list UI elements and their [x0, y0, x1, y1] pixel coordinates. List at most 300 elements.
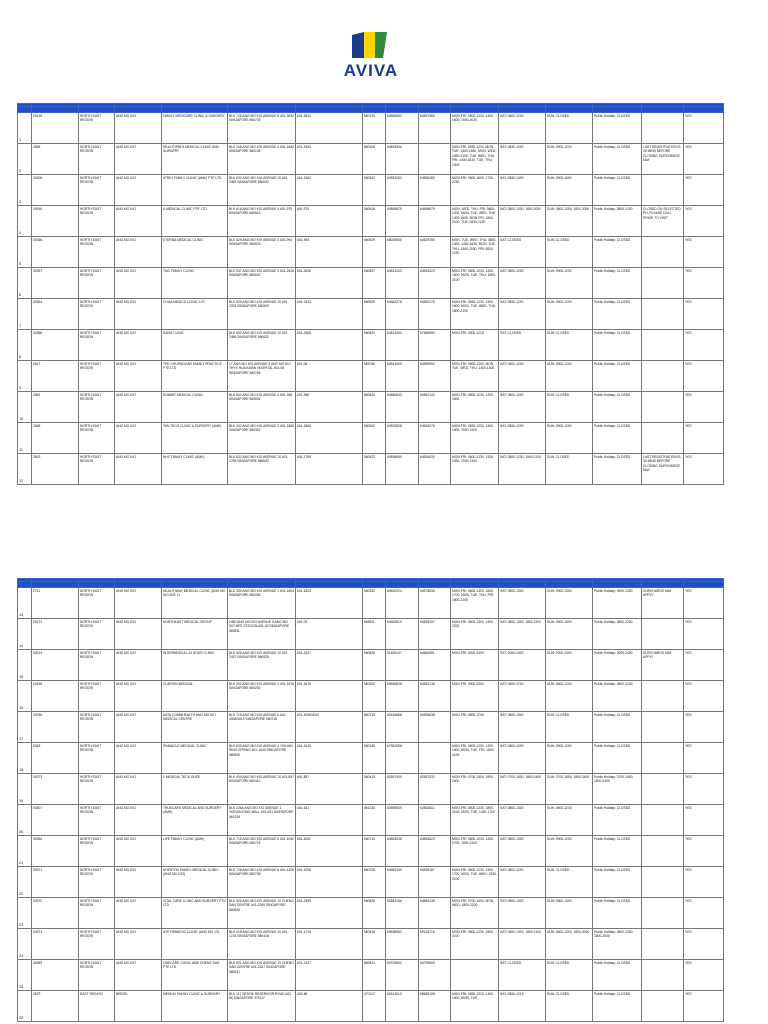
cell-weekday: MON-FRI: 0700-1500, 1800-2400 — [451, 774, 499, 805]
cell-sat: SAT: 0800-1230 — [499, 268, 546, 299]
cell-sat: SAT: 0800-1300, 1800-2200 — [499, 619, 546, 650]
cell-fax: 64543220 — [419, 268, 451, 299]
cell-no: 26 — [18, 991, 32, 1022]
cell-panel: YES — [684, 681, 724, 712]
cell-address: BLK 531 ANG MO KIO AVENUE 10 CHENG SAN CENTRE #01-2437 SINGAPORE 560531 — [228, 960, 296, 991]
table-row — [18, 588, 724, 619]
cell-unit: #01-4052 — [296, 836, 363, 867]
cell-weekday: MON, TUE, WED, THU: 0800-1300, 1400-1630, MON, TUE, THU: 1800-2030, FRI: 0830-1230 — [451, 237, 499, 268]
cell-unit: #01-1866 — [296, 423, 363, 454]
cell-sat: SAT: 0800-1300, 1800-2100 — [499, 929, 546, 960]
cell-code: 00371 — [32, 867, 79, 898]
cell-postal: 470117 — [363, 991, 386, 1022]
cell-panel: YES — [684, 867, 724, 898]
cell-ph: Public Holiday: CLOSED — [593, 836, 642, 867]
cell-postal: 560330 — [363, 588, 386, 619]
cell-unit: #01-2465 — [296, 330, 363, 361]
cell-weekday: MON-FRI: 0700-1500, MON, WED: 1800-2200 — [451, 898, 499, 929]
table-row — [18, 330, 724, 361]
cell-remarks — [642, 299, 684, 330]
cell-sat: SAT: 0800-1300 — [499, 712, 546, 743]
cell-remarks — [642, 423, 684, 454]
cell-region: NORTH EAST REGION — [79, 650, 115, 681]
cell-panel: YES — [684, 392, 724, 423]
cell-unit: #01-4206 — [296, 867, 363, 898]
cell-remarks — [642, 237, 684, 268]
cell-unit: #01-4008/4010 — [296, 712, 363, 743]
cell-code: 00139 — [32, 113, 79, 144]
cell-weekday: MON-FRI: 0800-1230, 1400-1600, 1900-2030 — [451, 113, 499, 144]
cell-remarks: SURCHARGE MAY APPLY — [642, 650, 684, 681]
table-row — [18, 867, 724, 898]
cell-no: 5 — [18, 237, 32, 268]
cell-postal: 560616 — [363, 206, 386, 237]
cell-code: 00916 — [32, 206, 79, 237]
cell-fax: 64578636 — [419, 588, 451, 619]
cell-sat: SAT: 0000-2400 — [499, 650, 546, 681]
cell-clinic: KANG CLINIC — [162, 330, 228, 361]
cell-region: NORTH EAST REGION — [79, 681, 115, 712]
cell-panel: YES — [684, 299, 724, 330]
cell-tel: 64563810 — [386, 619, 419, 650]
cell-remarks — [642, 361, 684, 392]
cell-unit: #01-631 — [296, 805, 363, 836]
cell-code: 00397 — [32, 268, 79, 299]
clinic-table — [17, 103, 724, 485]
cell-ph: Public Holiday: CLOSED — [593, 960, 642, 991]
clinic-table — [17, 578, 724, 1022]
cell-postal: 560629 — [363, 237, 386, 268]
cell-ph: Public Holiday: CLOSED — [593, 712, 642, 743]
cell-code: 2682 — [32, 392, 79, 423]
cell-sun: SUN: 0900-1200 — [546, 423, 593, 454]
cell-sun: SUN: CLOSED — [546, 991, 593, 1022]
cell-weekday: MON-FRI: 0800-1600, 1730-2230 — [451, 175, 499, 206]
cell-weekday: MON-FRI: 0800-1230, 1330-1530, 1900-2100 — [451, 454, 499, 485]
cell-postal: 560728 — [363, 867, 386, 898]
cell-unit: #01-06 — [296, 361, 363, 392]
cell-address: BLK 715 ANG MO KIO AVENUE 6 #01-4008/4010 SINGAPORE 560715 — [228, 712, 296, 743]
cell-weekday: MON-FRI: 0800-1400, 1800-1700, MON, TUE, THU, FRI: 1800-2100 — [451, 588, 499, 619]
cell-no: 8 — [18, 330, 32, 361]
cell-ph: Public Holiday: 0900-1300 — [593, 588, 642, 619]
table-row — [18, 898, 724, 929]
cell-weekday: MON-FRI: 0800-1230, 1400-1600, MON, TUE, THU: 1800-2100 — [451, 268, 499, 299]
cell-address: BLK 616 ANG MO KIO AVENUE 4 #01-975 SINGAPORE 560616 — [228, 206, 296, 237]
cell-address: BLK 525 ANG MO KIO AVENUE 10 CHENG SAN CENTRE #01-2399 SINGAPORE 560525 — [228, 898, 296, 929]
cell-estate: ANG MO KIO — [115, 681, 162, 712]
table-row — [18, 836, 724, 867]
cell-estate: ANG MO KIO — [115, 361, 162, 392]
cell-ph: Public Holiday: CLOSED — [593, 898, 642, 929]
cell-region: NORTH EAST REGION — [79, 237, 115, 268]
cell-clinic: LIFE FAMILY CLINIC (AMK) — [162, 836, 228, 867]
cell-no: 16 — [18, 681, 32, 712]
cell-panel: YES — [684, 929, 724, 960]
cell-sat: SAT: 0800-1300 — [499, 836, 546, 867]
cell-clinic: NORTHEAST MEDICAL GROUP — [162, 619, 228, 650]
cell-tel: 67381596 — [386, 743, 419, 774]
cell-address: BLK 529 ANG MO KIO AVENUE 10 #01-2323 SINGAPORE 560529 — [228, 299, 296, 330]
cell-clinic: SUMMIT MEDICAL CLINIC — [162, 392, 228, 423]
cell-no: 4 — [18, 206, 32, 237]
cell-ph: Public Holiday: CLOSED — [593, 237, 642, 268]
cell-postal: 560410 — [363, 774, 386, 805]
cell-weekday: MON-FRI: 0800-1230, 1800-2100 — [451, 929, 499, 960]
cell-weekday: MON-FRI: 0800-1230, 1400-1700, MON, TUE, WED: 1900-2100 — [451, 867, 499, 898]
cell-estate: ANG MO KIO — [115, 206, 162, 237]
cell-code: 00305 — [32, 175, 79, 206]
cell-sat: SAT: 0800-1700 — [499, 681, 546, 712]
cell-remarks — [642, 712, 684, 743]
cell-remarks — [642, 867, 684, 898]
cell-remarks — [642, 743, 684, 774]
cell-sun: SUN: 0900-1230 — [546, 299, 593, 330]
cell-fax: 64660891 — [419, 650, 451, 681]
cell-tel: 62441613 — [386, 991, 419, 1022]
cell-tel: 64562275 — [386, 299, 419, 330]
cell-remarks — [642, 774, 684, 805]
cell-address: BLK 632 ANG MO KIO AVENUE 4 #01-956 SINGAPORE 560632 — [228, 392, 296, 423]
cell-estate: ANG MO KIO — [115, 619, 162, 650]
cell-sat: SAT: 0800-1200 — [499, 743, 546, 774]
cell-sat: SAT: 0830-1400 — [499, 175, 546, 206]
cell-tel: 62569849 — [386, 805, 419, 836]
cell-tel: 64813364 — [386, 330, 419, 361]
cell-tel: 62557930 — [386, 774, 419, 805]
aviva-flag-icon — [331, 30, 411, 62]
cell-clinic: ETERNA MEDICAL CLINIC — [162, 237, 228, 268]
cell-unit: #01-2323 — [296, 299, 363, 330]
cell-fax: 64556280 — [419, 175, 451, 206]
cell-postal: 560632 — [363, 454, 386, 485]
cell-weekday: MON-FRI: 0800-1700 — [451, 712, 499, 743]
cell-fax: 62552811 — [419, 805, 451, 836]
cell-region: NORTH EAST REGION — [79, 454, 115, 485]
cell-estate: ANG MO KIO — [115, 113, 162, 144]
cell-sun: SUN: 0800-1230 — [546, 681, 593, 712]
cell-ph: Public Holiday: CLOSED — [593, 361, 642, 392]
cell-ph: Public Holiday: 0800-1230 — [593, 681, 642, 712]
table-row — [18, 805, 724, 836]
cell-tel: 69638982 — [386, 929, 419, 960]
cell-clinic: AYP FIRMEDIC CLINIC (ANG MO 10) — [162, 929, 228, 960]
cell-remarks — [642, 836, 684, 867]
table-row — [18, 268, 724, 299]
cell-address: BLK 108 ANG MO KIO AVENUE 4 #01-1653 SINGAPORE 560108 — [228, 144, 296, 175]
cell-ph: Public Holiday: CLOSED — [593, 991, 642, 1022]
cell-region: NORTH EAST REGION — [79, 929, 115, 960]
cell-region: NORTH EAST REGION — [79, 898, 115, 929]
cell-fax: 64565136 — [419, 898, 451, 929]
cell-region: NORTH EAST REGION — [79, 619, 115, 650]
cell-region: NORTH EAST REGION — [79, 712, 115, 743]
cell-fax: 64539187 — [419, 867, 451, 898]
cell-no: 12 — [18, 454, 32, 485]
cell-panel: YES — [684, 619, 724, 650]
cell-region: NORTH EAST REGION — [79, 588, 115, 619]
cell-tel: 64566682 — [386, 113, 419, 144]
cell-panel: YES — [684, 454, 724, 485]
cell-sun: SUN: 0700-1500, 1800-2400 — [546, 774, 593, 805]
cell-address: BLK 302 ANG MO KIO AVENUE 3 #01-1866 SINGAPORE 560302 — [228, 423, 296, 454]
cell-no: 17 — [18, 712, 32, 743]
cell-remarks — [642, 392, 684, 423]
cell-panel: YES — [684, 836, 724, 867]
cell-postal: 560525 — [363, 898, 386, 929]
cell-unit: #01-857 — [296, 774, 363, 805]
cell-weekday: MON-FRI: 0900-2000 — [451, 681, 499, 712]
cell-sun: SUN: 0900-1230 — [546, 144, 593, 175]
cell-postal: 569766 — [363, 361, 386, 392]
cell-ph: Public Holiday: CLOSED — [593, 144, 642, 175]
cell-no: 21 — [18, 836, 32, 867]
cell-ph: Public Holiday: CLOSED — [593, 454, 642, 485]
cell-region: NORTH EAST REGION — [79, 774, 115, 805]
cell-unit: #01-956 — [296, 392, 363, 423]
cell-estate: ANG MO KIO — [115, 743, 162, 774]
table-row — [18, 113, 724, 144]
cell-clinic: TAN TECH CLINIC & SURGERY (AMK) — [162, 423, 228, 454]
table-row — [18, 650, 724, 681]
cell-estate: ANG MO KIO — [115, 392, 162, 423]
cell-unit: #01-1803 — [296, 588, 363, 619]
cell-unit: #01-1715 — [296, 929, 363, 960]
cell-remarks — [642, 960, 684, 991]
cell-no: 20 — [18, 805, 32, 836]
cell-code: 00366 — [32, 330, 79, 361]
cell-region: NORTH EAST REGION — [79, 175, 115, 206]
cell-fax — [419, 144, 451, 175]
cell-code: 2679 — [32, 991, 79, 1022]
cell-address: 2450 ANG MO KIO AVENUE 8 ANG MO KIO MRT STATION #01-02 SINGAPORE 569811 — [228, 619, 296, 650]
cell-code: 00172 — [32, 619, 79, 650]
cell-sun: SUN: 0900-1600 — [546, 619, 593, 650]
cell-sun: SUN: 0900-1300 — [546, 588, 593, 619]
cell-postal: 560302 — [363, 423, 386, 454]
table-row — [18, 454, 724, 485]
cell-remarks: CLOSED ON SELECTED PH, PLEASE CALL PRIOR TO VISIT — [642, 206, 684, 237]
cell-tel: 68025850 — [386, 237, 419, 268]
table-row — [18, 237, 724, 268]
cell-no: 25 — [18, 960, 32, 991]
cell-weekday: MON-FRI: 0800-1230, 1330-1500 — [451, 392, 499, 423]
cell-tel: 64520828 — [386, 423, 419, 454]
cell-tel: 65540024 — [386, 588, 419, 619]
cell-tel: 64545675 — [386, 206, 419, 237]
cell-unit: #01-1653 — [296, 144, 363, 175]
cell-postal: 560525 — [363, 650, 386, 681]
cell-code: 2898 — [32, 144, 79, 175]
cell-unit: #01-1789 — [296, 454, 363, 485]
cell-sun: SUN: CLOSED — [546, 712, 593, 743]
cell-region: NORTH EAST REGION — [79, 392, 115, 423]
cell-region: NORTH EAST REGION — [79, 361, 115, 392]
cell-remarks — [642, 898, 684, 929]
table-row — [18, 619, 724, 650]
cell-no: 18 — [18, 743, 32, 774]
cell-unit: #01-2526 — [296, 268, 363, 299]
cell-remarks: LAST REGISTRATION IS 30 MINS BEFORE CLOSING SURCHARGE MAY — [642, 454, 684, 485]
cell-address: BLK 330 ANG MO KIO AVENUE 1 #01-1803 SINGAPORE 560330 — [228, 588, 296, 619]
cell-clinic: INTERMEDICAL 24 HOUR CLINIC — [162, 650, 228, 681]
cell-code: 00370 — [32, 898, 79, 929]
cell-postal: 560108 — [363, 144, 386, 175]
cell-sat: SAT: CLOSED — [499, 960, 546, 991]
cell-fax: 64597580 — [419, 113, 451, 144]
cell-code: 2817 — [32, 361, 79, 392]
cell-no: 13 — [18, 588, 32, 619]
cell-weekday: MON-FRI: 0800-1200, MON, TUE, WED, THU: 1400-1600 — [451, 361, 499, 392]
cell-sat: SAT: CLOSED — [499, 237, 546, 268]
cell-code: 2668 — [32, 423, 79, 454]
cell-remarks — [642, 805, 684, 836]
cell-tel: 62446688 — [386, 712, 419, 743]
cell-estate: ANG MO KIO — [115, 588, 162, 619]
cell-no: 3 — [18, 175, 32, 206]
cell-tel: 64536950 — [386, 454, 419, 485]
cell-code: 00307 — [32, 805, 79, 836]
cell-fax — [419, 743, 451, 774]
cell-region: NORTH EAST REGION — [79, 268, 115, 299]
cell-estate: ANG MO KIO — [115, 867, 162, 898]
cell-address: BLK 725 ANG MO KIO AVENUE 6 #01-3833 SINGAPORE 560725 — [228, 113, 296, 144]
cell-address: BLK 728 ANG MO KIO AVENUE 6 #01-4206 SINGAPORE 560728 — [228, 867, 296, 898]
cell-no: 2 — [18, 144, 32, 175]
cell-postal: 560531 — [363, 960, 386, 991]
cell-fax: 64556992 — [419, 361, 451, 392]
cell-tel: 64553282 — [386, 175, 419, 206]
cell-unit: #01-2399 — [296, 898, 363, 929]
cell-sat: SAT: 0800-1230 — [499, 113, 546, 144]
cell-sat: SAT: 0830-1230 — [499, 423, 546, 454]
cell-address: BLK 632 ANG MO KIO AVENUE 10 #01-1789 SINGAPORE 560632 — [228, 454, 296, 485]
cell-postal: 560632 — [363, 330, 386, 361]
cell-fax: 68489105 — [419, 991, 451, 1022]
cell-sun: SUN: CLOSED — [546, 392, 593, 423]
cell-ph: Public Holiday: CLOSED — [593, 268, 642, 299]
cell-postal: 561226 — [363, 805, 386, 836]
cell-postal: 560725 — [363, 113, 386, 144]
cell-tel: 64833936 — [386, 144, 419, 175]
cell-code: 2741 — [32, 588, 79, 619]
cell-weekday: MON-FRI: 0800-1230, 1400-1600, MON, TUE, FRI: 1800-2100 — [451, 743, 499, 774]
cell-fax: 64546675 — [419, 206, 451, 237]
cell-weekday: MON, WED, THU, FRI: 0800-1200, MON, TUE, WED, THU: 1400-1600, MON-FRI: 1800-2100, TUE: 0830-1230 — [451, 206, 499, 237]
cell-region: NORTH EAST REGION — [79, 743, 115, 774]
cell-clinic: ATRIO FAMILY CLINIC (AMK) PTE LTD — [162, 175, 228, 206]
cell-fax: 64552138 — [419, 681, 451, 712]
cell-region: NORTH EAST REGION — [79, 867, 115, 898]
cell-address: BLK 117 BEDOK RESERVOIR ROAD #02-68 SINGAPORE 470117 — [228, 991, 296, 1022]
cell-weekday: MON-FRI: 0830-1230, 1400-1600, MON, TUE, WED, THU: 1800-2100 — [451, 299, 499, 330]
cell-estate: ANG MO KIO — [115, 423, 162, 454]
cell-ph: Public Holiday: CLOSED — [593, 867, 642, 898]
cell-remarks — [642, 929, 684, 960]
cell-tel: 64541009 — [386, 361, 419, 392]
cell-clinic: NHC FAMILY CLINIC (AMK) — [162, 454, 228, 485]
cell-code: 0048 — [32, 743, 79, 774]
cell-remarks: SURCHARGE MAY APPLY — [642, 588, 684, 619]
cell-sat: SAT: 0800-1300 — [499, 898, 546, 929]
cell-no: 7 — [18, 299, 32, 330]
cell-postal: 560202 — [363, 681, 386, 712]
cell-sat: SAT: 0700-1500, 1800-2400 — [499, 774, 546, 805]
cell-fax: 64535197 — [419, 619, 451, 650]
cell-fax: 64595638 — [419, 712, 451, 743]
cell-sun: SUN: 0900-1600 — [546, 175, 593, 206]
table-row — [18, 712, 724, 743]
cell-address: BLK 632 ANG MO KIO AVENUE 10 #01-2462 SINGAPORE 560632 — [228, 175, 296, 206]
cell-estate: ANG MO KIO — [115, 929, 162, 960]
cell-address: 17 ANG MO KIO AVENUE 9 ANG MO KIO THYE HUA KWAN HOSPITAL #01-06 SINGAPORE 569766 — [228, 361, 296, 392]
cell-fax: 64562143 — [419, 392, 451, 423]
cell-panel: YES — [684, 113, 724, 144]
cell-no: 23 — [18, 898, 32, 929]
cell-clinic: HEALTHWAY MEDICAL CLINIC (ANG MO KIO AVE 1) — [162, 588, 228, 619]
cell-panel: YES — [684, 268, 724, 299]
cell-weekday: MON-FRI: 0800-1230, 1800-2100, MON, TUE, 1400-1700 — [451, 805, 499, 836]
cell-tel: 69793802 — [386, 960, 419, 991]
cell-postal: 560715 — [363, 836, 386, 867]
cell-no: 24 — [18, 929, 32, 960]
cell-panel: YES — [684, 237, 724, 268]
cell-fax: 69125716 — [419, 929, 451, 960]
cell-ph: Public Holiday: 0800-1300, 1800-2000 — [593, 929, 642, 960]
cell-postal: 560135 — [363, 743, 386, 774]
cell-panel: YES — [684, 805, 724, 836]
cell-sat: SAT: 0800-1200, 1800-2000 — [499, 206, 546, 237]
cell-sun: SUN: CLOSED — [546, 330, 593, 361]
cell-weekday: MON-FRI: 0830-1215, 1400-1600, MON, TUE, — [451, 991, 499, 1022]
cell-estate: ANG MO KIO — [115, 144, 162, 175]
cell-region: NORTH EAST REGION — [79, 805, 115, 836]
cell-sat: SAT: 0800-1230, 1900-2100 — [499, 454, 546, 485]
cell-sun: SUN: CLOSED — [546, 113, 593, 144]
cell-code: 2503 — [32, 454, 79, 485]
cell-sat: SAT: 0830-1230 — [499, 144, 546, 175]
table-row — [18, 392, 724, 423]
cell-panel: YES — [684, 423, 724, 454]
cell-code: 00356 — [32, 836, 79, 867]
cell-address: BLK 525 ANG MO KIO AVENUE 10 #01-2437 SINGAPORE 560525 — [228, 650, 296, 681]
cell-panel: YES — [684, 650, 724, 681]
cell-tel: 31630147 — [386, 650, 419, 681]
cell-clinic: SHENTON FAMILY MEDICAL CLINIC (ANG MO KIO) — [162, 867, 228, 898]
cell-code: 00374 — [32, 929, 79, 960]
cell-address: BLK 632 ANG MO KIO AVENUE 10 #01-2465 SINGAPORE 560632 — [228, 330, 296, 361]
cell-no: 6 — [18, 268, 32, 299]
cell-unit: #01-975 — [296, 206, 363, 237]
cell-postal: 560529 — [363, 299, 386, 330]
cell-sun: SUN: 0900-1200 — [546, 836, 593, 867]
table-row — [18, 991, 724, 1022]
cell-remarks — [642, 991, 684, 1022]
cell-panel: YES — [684, 898, 724, 929]
cell-fax: 64526430 — [419, 454, 451, 485]
cell-region: EAST REGION — [79, 991, 115, 1022]
cell-clinic: HEALTHPATH MEDICAL CLINIC AND SURGERY — [162, 144, 228, 175]
cell-estate: ANG MO KIO — [115, 960, 162, 991]
cell-ph: Public Holiday: CLOSED — [593, 423, 642, 454]
aviva-logo — [331, 30, 411, 80]
cell-unit: #01-02 — [296, 619, 363, 650]
cell-fax: 64529780 — [419, 237, 451, 268]
cell-weekday: MON-FRI: 0800-1230, 1400-1700, 1800-2100 — [451, 836, 499, 867]
cell-clinic: PINNACLE MEDICAL CLINIC — [162, 743, 228, 774]
table-row — [18, 299, 724, 330]
cell-sun: SUN: 0000-2400 — [546, 650, 593, 681]
